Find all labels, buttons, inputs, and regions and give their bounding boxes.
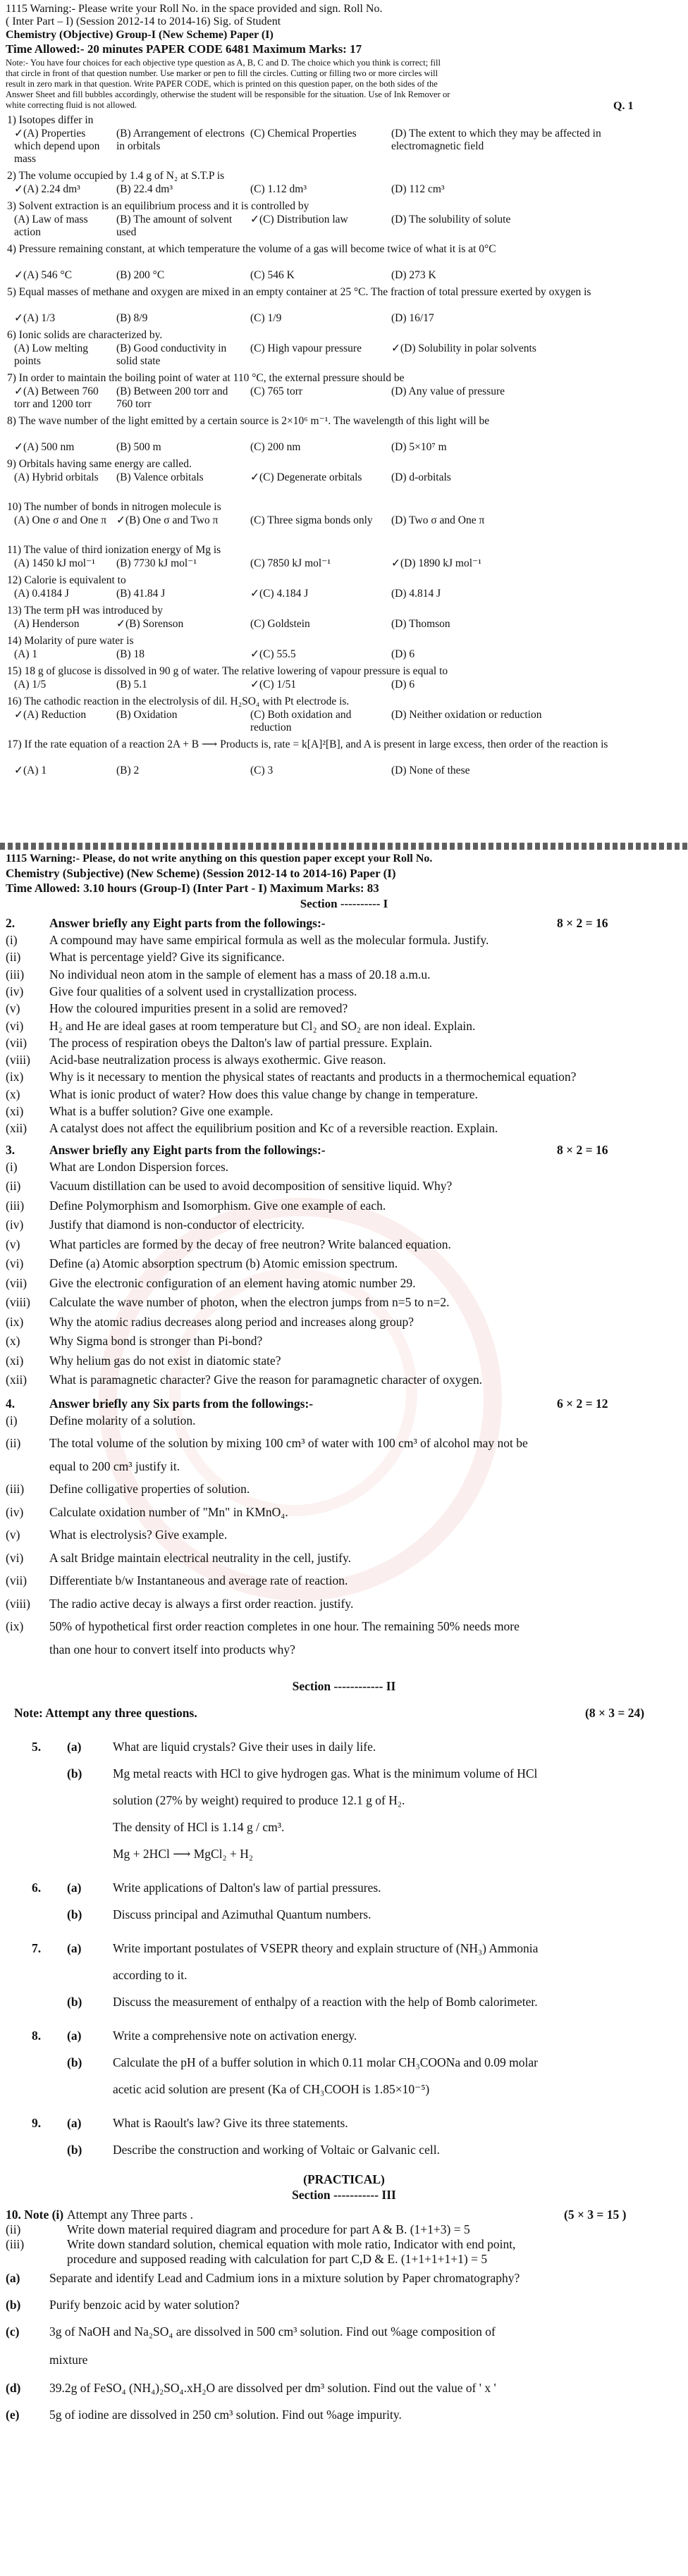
long-part-text: Discuss the measurement of enthalpy of a reaction with the help of Bomb calorimeter.: [113, 1995, 538, 2010]
mcq-option: (C) Chemical Properties: [250, 128, 357, 140]
subj-header-line-2: Chemistry (Subjective) (New Scheme) (Session 2012-14 to 2014-16) Paper (I): [6, 867, 396, 880]
q3-number: 3.: [6, 1142, 16, 1157]
q10-part-label: (c): [6, 2324, 20, 2339]
part-number: (i): [6, 1413, 18, 1428]
long-part-text: Describe the construction and working of Voltaic or Galvanic cell.: [113, 2143, 440, 2157]
q10-note-text: procedure and supposed reading with calculation for part C,D & E. (1+1+1+1+1) = 5: [67, 2252, 488, 2267]
part-number: (ii): [6, 950, 21, 965]
part-number: (xi): [6, 1104, 24, 1118]
part-number: (vi): [6, 1256, 24, 1271]
part-text: What particles are formed by the decay of free neutron? Write balanced equation.: [49, 1237, 451, 1251]
obj-note-line: white correcting fluid is not allowed.: [6, 100, 137, 110]
long-part-text: What are liquid crystals? Give their uses in daily life.: [113, 1740, 376, 1754]
q10-note-label: (ii): [6, 2222, 21, 2237]
part-text: 50% of hypothetical first order reaction completes in one hour. The remaining 50% needs more: [49, 1619, 520, 1634]
part-number: (v): [6, 1528, 20, 1542]
q10-part-label: (b): [6, 2298, 21, 2312]
mcq-question: 14) Molarity of pure water is: [7, 635, 134, 647]
long-part-text: Mg metal reacts with HCl to give hydrogen gas. What is the minimum volume of HCl: [113, 1766, 538, 1781]
long-part-label: (a): [67, 1881, 82, 1895]
q10-part-label: (d): [6, 2381, 21, 2396]
part-number: (ix): [6, 1314, 24, 1329]
mcq-option: (D) Two σ and One π: [391, 514, 485, 526]
mcq-option: (C) 3: [250, 764, 274, 776]
mcq-option: (D) 16/17: [391, 312, 434, 324]
mcq-question: 7) In order to maintain the boiling point of water at 110 °C, the external pressure should be: [7, 372, 405, 384]
part-number: (iii): [6, 967, 25, 982]
part-number: (ii): [6, 1179, 21, 1194]
mcq-option: ✓(C) Degenerate orbitals: [250, 471, 362, 483]
section-2-marks: (8 × 3 = 24): [585, 1706, 645, 1721]
part-text: How the coloured impurities present in a solid are removed?: [49, 1001, 348, 1016]
mcq-option: (B) Between 200 torr and 760 torr: [116, 385, 228, 410]
long-part-label: (a): [67, 1941, 82, 1956]
part-number: (vii): [6, 1035, 27, 1050]
mcq-option: (C) 1/9: [250, 312, 282, 324]
mcq-option: (B) 500 m: [116, 441, 161, 453]
mcq-question: 15) 18 g of glucose is dissolved in 90 g of water. The relative lowering of vapour pressure is equal to: [7, 665, 448, 677]
long-question-number: 6.: [32, 1881, 42, 1895]
mcq-option: ✓(B) Sorenson: [116, 618, 184, 630]
mcq-option: ✓(A) 500 nm: [14, 441, 75, 453]
q10-note-label: (iii): [6, 2237, 25, 2252]
part-text: A salt Bridge maintain electrical neutrality in the cell, justify.: [49, 1550, 351, 1565]
part-text: The process of respiration obeys the Dalton's law of partial pressure. Explain.: [49, 1035, 433, 1050]
part-text: Why the atomic radius decreases along period and increases along group?: [49, 1314, 414, 1329]
part-number: (i): [6, 933, 18, 947]
mcq-option: (D) 273 K: [391, 269, 436, 281]
obj-header-line-1: 1115 Warning:- Please write your Roll No. in the space provided and sign. Roll No.: [6, 3, 383, 15]
mcq-option: (A) Low melting points: [14, 342, 89, 367]
part-text: equal to 200 cm³ justify it.: [49, 1459, 180, 1473]
long-part-label: (b): [67, 2055, 82, 2070]
long-part-label: (b): [67, 2143, 82, 2157]
mcq-option: (B) 200 °C: [116, 269, 165, 281]
part-number: (vi): [6, 1018, 24, 1033]
q10-part-label: (a): [6, 2271, 20, 2286]
part-text: What is electrolysis? Give example.: [49, 1528, 228, 1542]
mcq-option: (B) 7730 kJ mol⁻¹: [116, 557, 197, 569]
mcq-option: (A) 1: [14, 648, 38, 660]
obj-note-line: result in zero mark in that question. Write PAPER CODE, which is printed on this question paper, on the both sides of the: [6, 79, 438, 89]
mcq-option: (C) Goldstein: [250, 618, 310, 630]
part-text: Define colligative properties of solution.: [49, 1482, 250, 1497]
mcq-option: (B) The amount of solvent used: [116, 213, 233, 238]
mcq-option: (B) 41.84 J: [116, 588, 166, 600]
part-text: Acid-base neutralization process is always exothermic. Give reason.: [49, 1053, 386, 1067]
long-part-label: (a): [67, 2029, 82, 2043]
mcq-option: (B) Arrangement of electrons in orbitals: [116, 128, 245, 152]
part-text: Calculate the wave number of photon, when the electron jumps from n=5 to n=2.: [49, 1295, 450, 1310]
mcq-question: 13) The term pH was introduced by: [7, 605, 163, 617]
mcq-question: 16) The cathodic reaction in the electrolysis of dil. H₂SO₄ with Pt electrode is.: [7, 695, 350, 707]
section-3-heading: Section ----------- III: [292, 2188, 396, 2203]
mcq-question: 17) If the rate equation of a reaction 2A + B ⟶ Products is, rate = k[A]²[B], and A is present in large excess, then order of the reaction is: [7, 738, 608, 750]
mcq-option: (D) 112 cm³: [391, 183, 445, 195]
long-part-text: according to it.: [113, 1968, 188, 1983]
mcq-option: ✓(A) 1/3: [14, 312, 56, 324]
q1-label: Q. 1: [613, 100, 634, 112]
mcq-option: (B) 22.4 dm³: [116, 183, 173, 195]
mcq-question: 10) The number of bonds in nitrogen molecule is: [7, 501, 221, 513]
objective-paper: [0, 0, 688, 838]
q10-part-text: 5g of iodine are dissolved in 250 cm³ solution. Find out %age impurity.: [49, 2408, 402, 2422]
part-text: Define (a) Atomic absorption spectrum (b) Atomic emission spectrum.: [49, 1256, 398, 1271]
mcq-option: ✓(C) 1/51: [250, 679, 297, 691]
section-1-heading: Section ---------- I: [300, 897, 388, 910]
part-number: (viii): [6, 1295, 30, 1310]
part-text: Why is it necessary to mention the physical states of reactants and products in a thermochemical equation?: [49, 1070, 577, 1084]
mcq-question: 6) Ionic solids are characterized by.: [7, 329, 163, 341]
mcq-question: 4) Pressure remaining constant, at which temperature the volume of a gas will become twice of what it is at 0°C: [7, 243, 496, 255]
q10-part-text: 39.2g of FeSO₄ (NH₄)₂SO₄.xH₂O are dissolved per dm³ solution. Find out the value of ' x ': [49, 2381, 496, 2396]
mcq-option: (B) 18: [116, 648, 145, 660]
mcq-option: (D) Any value of pressure: [391, 385, 505, 397]
mcq-option: (D) 5×10⁷ m: [391, 441, 447, 453]
part-number: (viii): [6, 1053, 30, 1067]
q3-marks: 8 × 2 = 16: [557, 1142, 608, 1157]
mcq-option: (D) The solubility of solute: [391, 213, 511, 225]
obj-header-line-3: Chemistry (Objective) Group-I (New Scheme) Paper (I): [6, 29, 274, 41]
mcq-option: (C) 546 K: [250, 269, 295, 281]
q4-number: 4.: [6, 1396, 16, 1411]
long-part-label: (a): [67, 1740, 82, 1754]
long-question-number: 9.: [32, 2116, 42, 2131]
mcq-option: ✓(D) Solubility in polar solvents: [391, 342, 536, 354]
q10-part-text: Separate and identify Lead and Cadmium ions in a mixture solution by Paper chromatography?: [49, 2271, 520, 2286]
mcq-question: 1) Isotopes differ in: [7, 114, 94, 126]
part-text: Why helium gas do not exist in diatomic state?: [49, 1353, 281, 1368]
mcq-option: (A) Henderson: [14, 618, 80, 630]
long-part-text: Mg + 2HCl ⟶ MgCl₂ + H₂: [113, 1847, 253, 1862]
mcq-option: (D) Thomson: [391, 618, 450, 630]
obj-note-line: that circle in front of that question number. Use marker or pen to fill the circles. Cutting or filling two or more circles will: [6, 68, 438, 78]
mcq-option: (C) 200 nm: [250, 441, 301, 453]
part-number: (v): [6, 1237, 20, 1251]
part-number: (vi): [6, 1550, 24, 1565]
mcq-option: (A) 1450 kJ mol⁻¹: [14, 557, 95, 569]
part-text: Define molarity of a solution.: [49, 1413, 196, 1428]
q10-marks: (5 × 3 = 15 ): [564, 2207, 627, 2222]
mcq-option: (A) Hybrid orbitals: [14, 471, 99, 483]
part-text: Define Polymorphism and Isomorphism. Give one example of each.: [49, 1198, 386, 1213]
long-question-number: 5.: [32, 1740, 42, 1754]
q4-marks: 6 × 2 = 12: [557, 1396, 608, 1411]
long-part-text: Discuss principal and Azimuthal Quantum numbers.: [113, 1907, 371, 1922]
q10-part-text: mixture: [49, 2353, 88, 2367]
mcq-option: (A) Law of mass action: [14, 213, 88, 238]
obj-note-line: Note:- You have four choices for each objective type question as A, B, C and D. The choice which you think is correct; fill: [6, 58, 441, 68]
mcq-option: ✓(B) One σ and Two π: [116, 514, 219, 526]
mcq-question: 9) Orbitals having same energy are called.: [7, 458, 192, 470]
obj-header-line-2: ( Inter Part – I) (Session 2012-14 to 2014-16) Sig. of Student: [6, 16, 281, 27]
part-text: Justify that diamond is non-conductor of electricity.: [49, 1218, 305, 1232]
part-text: No individual neon atom in the sample of element has a mass of 20.18 a.m.u.: [49, 967, 431, 982]
part-text: What are London Dispersion forces.: [49, 1159, 229, 1174]
mcq-option: ✓(A) Properties which depend upon mass: [14, 128, 100, 165]
mcq-option: (B) Oxidation: [116, 709, 178, 721]
part-number: (ix): [6, 1070, 24, 1084]
q2-number: 2.: [6, 916, 16, 930]
q4-title: Answer briefly any Six parts from the followings:-: [49, 1396, 314, 1411]
mcq-option: (D) Neither oxidation or reduction: [391, 709, 542, 721]
mcq-option: ✓(C) Distribution law: [250, 213, 348, 225]
part-number: (iii): [6, 1482, 25, 1497]
long-part-label: (b): [67, 1995, 82, 2010]
mcq-option: ✓(C) 55.5: [250, 648, 296, 660]
part-number: (xii): [6, 1121, 27, 1136]
part-text: What is ionic product of water? How does this value change by change in temperature.: [49, 1086, 478, 1101]
part-number: (iv): [6, 1218, 24, 1232]
mcq-option: (B) Valence orbitals: [116, 471, 204, 483]
part-text: Why Sigma bond is stronger than Pi-bond?: [49, 1334, 263, 1349]
mcq-option: (A) One σ and One π: [14, 514, 107, 526]
obj-note-line: Answer Sheet and fill bubbles accordingly, otherwise the student will be responsible for the situation. Use of Ink Remover or: [6, 89, 450, 99]
q10-part-label: (e): [6, 2408, 20, 2422]
mcq-option: ✓(A) 2.24 dm³: [14, 183, 80, 195]
mcq-question: 2) The volume occupied by 1.4 g of N₂ at S.T.P is: [7, 170, 225, 182]
part-number: (xii): [6, 1373, 27, 1387]
part-text: The radio active decay is always a first order reaction. justify.: [49, 1596, 354, 1611]
mcq-option: (C) High vapour pressure: [250, 342, 362, 354]
mcq-question: 3) Solvent extraction is an equilibrium process and it is controlled by: [7, 200, 309, 212]
q3-title: Answer briefly any Eight parts from the followings:-: [49, 1142, 326, 1157]
part-number: (v): [6, 1001, 20, 1016]
part-number: (iii): [6, 1198, 25, 1213]
mcq-option: ✓(A) 1: [14, 764, 47, 776]
part-text: Vacuum distillation can be used to avoid decomposition of sensitive liquid. Why?: [49, 1179, 453, 1194]
part-text: H₂ and He are ideal gases at room temperature but Cl₂ and SO₂ are non ideal. Explain.: [49, 1018, 476, 1033]
q10-note-text: Write down material required diagram and procedure for part A & B. (1+1+3) = 5: [67, 2222, 470, 2237]
page-divider: [0, 843, 688, 850]
mcq-option: ✓(A) Reduction: [14, 709, 87, 721]
part-text: Give four qualities of a solvent used in crystallization process.: [49, 984, 357, 998]
part-number: (vii): [6, 1573, 27, 1588]
obj-header-line-4: Time Allowed:- 20 minutes PAPER CODE 6481 Maximum Marks: 17: [6, 42, 362, 56]
long-part-label: (b): [67, 1907, 82, 1922]
part-number: (x): [6, 1086, 20, 1101]
long-part-text: Calculate the pH of a buffer solution in which 0.11 molar CH₃COONa and 0.09 molar: [113, 2055, 538, 2070]
long-part-text: acetic acid solution are present (Ka of CH₃COOH is 1.85×10⁻⁵): [113, 2082, 430, 2097]
mcq-question: 8) The wave number of the light emitted by a certain source is 2×10⁶ m⁻¹. The wavelength of this light will be: [7, 415, 490, 427]
long-question-number: 7.: [32, 1941, 42, 1956]
q10-part-text: Purify benzoic acid by water solution?: [49, 2298, 240, 2312]
mcq-option: (C) 1.12 dm³: [250, 183, 307, 195]
mcq-option: (D) 4.814 J: [391, 588, 441, 600]
q10-part-text: 3g of NaOH and Na₂SO₄ are dissolved in 500 cm³ solution. Find out %age composition of: [49, 2324, 496, 2339]
mcq-option: (A) 0.4184 J: [14, 588, 69, 600]
mcq-option: (D) d-orbitals: [391, 471, 451, 483]
q10-note-label: 10. Note (i): [6, 2207, 64, 2222]
part-text: What is percentage yield? Give its significance.: [49, 950, 285, 965]
q10-note-text: Attempt any Three parts .: [67, 2207, 193, 2222]
part-number: (ii): [6, 1436, 21, 1451]
mcq-option: (C) 7850 kJ mol⁻¹: [250, 557, 331, 569]
subj-header-line-1: 1115 Warning:- Please, do not write anything on this question paper except your Roll No.: [6, 853, 433, 865]
mcq-question: 11) The value of third ionization energy of Mg is: [7, 544, 221, 556]
long-part-text: solution (27% by weight) required to produce 12.1 g of H₂.: [113, 1793, 405, 1808]
part-text: What is paramagnetic character? Give the reason for paramagnetic character of oxygen.: [49, 1373, 483, 1387]
mcq-option: ✓(A) Between 760 torr and 1200 torr: [14, 385, 99, 410]
part-number: (xi): [6, 1353, 24, 1368]
part-text: Differentiate b/w Instantaneous and average rate of reaction.: [49, 1573, 348, 1588]
long-part-text: Write a comprehensive note on activation energy.: [113, 2029, 357, 2043]
part-text: The total volume of the solution by mixing 100 cm³ of water with 100 cm³ of alcohol may not be: [49, 1436, 528, 1451]
long-question-number: 8.: [32, 2029, 42, 2043]
mcq-question: 12) Calorie is equivalent to: [7, 574, 126, 586]
long-part-label: (a): [67, 2116, 82, 2131]
mcq-option: (B) 8/9: [116, 312, 148, 324]
section-2-heading: Section ------------ II: [292, 1679, 396, 1694]
mcq-option: (C) Both oxidation and reduction: [250, 709, 352, 733]
practical-heading: (PRACTICAL): [303, 2172, 385, 2187]
long-part-text: Write applications of Dalton's law of partial pressures.: [113, 1881, 381, 1895]
part-number: (ix): [6, 1619, 24, 1634]
mcq-option: (D) 6: [391, 648, 415, 660]
part-number: (iv): [6, 984, 24, 998]
mcq-option: (B) 5.1: [116, 679, 147, 691]
mcq-option: (B) 2: [116, 764, 140, 776]
mcq-option: (D) None of these: [391, 764, 470, 776]
q10-note-text: Write down standard solution, chemical equation with mole ratio, Indicator with end point,: [67, 2237, 516, 2252]
mcq-option: (D) 6: [391, 679, 415, 691]
part-number: (vii): [6, 1275, 27, 1290]
part-text: Calculate oxidation number of "Mn" in KMnO₄.: [49, 1504, 288, 1519]
mcq-option: ✓(A) 546 °C: [14, 269, 73, 281]
mcq-option: ✓(C) 4.184 J: [250, 588, 309, 600]
mcq-option: (D) The extent to which they may be affected in electromagnetic field: [391, 128, 601, 152]
subj-header-line-3: Time Allowed: 3.10 hours (Group-I) (Inter Part - I) Maximum Marks: 83: [6, 881, 379, 895]
part-number: (x): [6, 1334, 20, 1349]
mcq-question: 5) Equal masses of methane and oxygen are mixed in an empty container at 25 °C. The fraction of total pressure exerted by oxygen is: [7, 286, 591, 298]
mcq-option: (B) Good conductivity in solid state: [116, 342, 227, 367]
long-part-text: The density of HCl is 1.14 g / cm³.: [113, 1820, 285, 1835]
part-number: (viii): [6, 1596, 30, 1611]
part-number: (i): [6, 1159, 18, 1174]
q2-title: Answer briefly any Eight parts from the followings:-: [49, 916, 326, 930]
long-part-text: What is Raoult's law? Give its three statements.: [113, 2116, 348, 2131]
section-2-note: Note: Attempt any three questions.: [14, 1706, 197, 1721]
part-text: A catalyst does not affect the equilibrium position and Kc of a reversible reaction. Explain.: [49, 1121, 498, 1136]
q2-marks: 8 × 2 = 16: [557, 916, 608, 930]
mcq-option: (A) 1/5: [14, 679, 47, 691]
part-text: than one hour to convert itself into products why?: [49, 1642, 295, 1657]
part-text: What is a buffer solution? Give one example.: [49, 1104, 274, 1118]
part-text: A compound may have same empirical formula as well as the molecular formula. Justify.: [49, 933, 489, 947]
part-text: Give the electronic configuration of an element having atomic number 29.: [49, 1275, 416, 1290]
mcq-option: (C) Three sigma bonds only: [250, 514, 373, 526]
long-part-text: Write important postulates of VSEPR theory and explain structure of (NH₃) Ammonia: [113, 1941, 539, 1956]
long-part-label: (b): [67, 1766, 82, 1781]
part-number: (iv): [6, 1504, 24, 1519]
mcq-option: ✓(D) 1890 kJ mol⁻¹: [391, 557, 481, 569]
mcq-option: (C) 765 torr: [250, 385, 303, 397]
